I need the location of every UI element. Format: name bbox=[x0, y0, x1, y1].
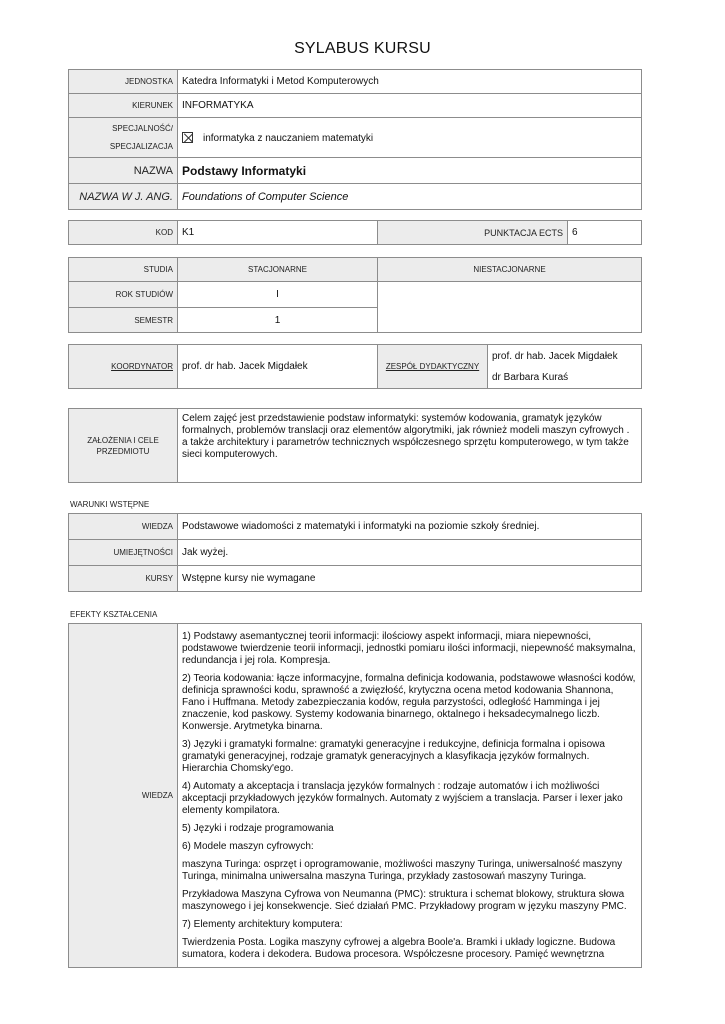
goals-table bbox=[68, 408, 642, 483]
kod-label: KOD bbox=[69, 221, 178, 245]
goals-label-line-1: ZAŁOŻENIA I CELE bbox=[87, 435, 159, 445]
prerequisites-title: WARUNKI WSTĘPNE bbox=[70, 500, 150, 509]
effects-item-6a: maszyna Turinga: osprzęt i oprogramowanie, możliwości maszyny Turinga, uniwersalność maszyny Turinga, minimalna uniwersalna maszyna Turinga, przykłady zastosowań maszyny Turinga. bbox=[182, 859, 623, 882]
nazwa-value: Podstawy Informatyki bbox=[178, 158, 642, 184]
semestr-label: SEMESTR bbox=[69, 308, 178, 333]
goals-text: Celem zajęć jest przedstawienie podstaw informatyki: systemów kodowania, gramatyk języków formalnych, problemów translacji oraz elementów algorytmiki, jak również modeli maszyn cyfrowych . a także architektury i parametrów technicznych współczesnego sprzętu komputerowego, w tym także sieci komputerowych. bbox=[178, 409, 642, 483]
prereq-umiejetnosci-value: Jak wyżej. bbox=[178, 540, 642, 566]
prereq-kursy-label: KURSY bbox=[69, 566, 178, 592]
prereq-wiedza-value: Podstawowe wiadomości z matematyki i informatyki na poziomie szkoły średniej. bbox=[178, 514, 642, 540]
zespol-member-2: dr Barbara Kuraś bbox=[492, 371, 569, 383]
koordynator-value: prof. dr hab. Jacek Migdałek bbox=[178, 345, 378, 389]
code-table bbox=[68, 220, 642, 245]
effects-item-7: 7) Elementy architektury komputera: bbox=[182, 919, 343, 930]
prereq-umiejetnosci-label: UMIEJĘTNOŚCI bbox=[69, 540, 178, 566]
effects-item-5: 5) Języki i rodzaje programowania bbox=[182, 823, 334, 834]
study-table bbox=[68, 257, 642, 333]
effects-item-2: 2) Teoria kodowania: łącze informacyjne, formalna definicja kodowania, podstawowe własności kodów, definicja sprawności kodu, sprawność a zwięzłość, krytyczna ocena metod kodowania Shannona, Fano i Huffmana. Metody zabezpieczania kodów, reguła parzystości, odległość Hamminga i jej znaczenie, kod paskowy. Systemy kodowania binarnego, oktalnego i heksadecymalnego liczb. Konwersje. Arytmetyka binarna. bbox=[182, 673, 636, 732]
ects-label: PUNKTACJA ECTS bbox=[378, 221, 568, 245]
specjalnosc-value: informatyka z nauczaniem matematyki bbox=[203, 132, 374, 144]
zespol-value bbox=[488, 345, 642, 389]
prereq-wiedza-label: WIEDZA bbox=[69, 514, 178, 540]
semestr-value: 1 bbox=[178, 308, 378, 333]
effects-table bbox=[68, 623, 642, 968]
rok-value: I bbox=[178, 282, 378, 308]
effects-item-6b: Przykładowa Maszyna Cyfrowa von Neumanna (PMC): struktura i schemat blokowy, struktura słowa maszynowego i jej konsekwencje. Sieć działań PMC. Przykładowy program w języku maszyny PMC. bbox=[182, 889, 627, 912]
rok-label: ROK STUDIÓW bbox=[69, 282, 178, 308]
effects-title: EFEKTY KSZTAŁCENIA bbox=[70, 610, 158, 619]
kod-value: K1 bbox=[178, 221, 378, 245]
ects-value: 6 bbox=[568, 221, 642, 245]
goals-label bbox=[69, 409, 178, 483]
nazwa-ang-label: NAZWA W J. ANG. bbox=[69, 184, 178, 210]
niestacjonarne-empty-cell bbox=[378, 282, 642, 333]
effects-item-1: 1) Podstawy asemantycznej teorii informacji: ilościowy aspekt informacji, miara niepewności, podstawowe twierdzenie teorii informacji, jednostki pomiaru ilości informacji, niepewność maksymalna, redundancja i jej rola. Kompresja. bbox=[182, 631, 636, 666]
stacjonarne-header: STACJONARNE bbox=[178, 258, 378, 282]
specjalnosc-label bbox=[69, 118, 178, 158]
effects-item-3: 3) Języki i gramatyki formalne: gramatyki generacyjne i redukcyjne, definicja formalna i opisowa gramatyki generacyjnej, rodzaje gramatyk generacyjnych a klasyfikacja języków formalnych. Hierarchia Chomsky'ego. bbox=[182, 739, 605, 774]
goals-label-line-2: PRZEDMIOTU bbox=[96, 446, 150, 456]
effects-item-4: 4) Automaty a akceptacja i translacja języków formalnych : rodzaje automatów i ich możliwości akceptacji przykładowych języków formalnych. Automaty z wyjściem a translacja. Parser i lexer jako elementy kompilatora. bbox=[182, 781, 623, 816]
page-title: SYLABUS KURSU bbox=[294, 40, 431, 57]
specjalnosc-label-line-1: SPECJALNOŚĆ/ bbox=[112, 123, 173, 133]
koordynator-label-text: KOORDYNATOR bbox=[111, 362, 173, 371]
identity-table bbox=[68, 69, 642, 210]
specjalnosc-cell bbox=[178, 118, 642, 158]
koordynator-label bbox=[69, 345, 178, 389]
staff-table bbox=[68, 344, 642, 389]
nazwa-ang-value: Foundations of Computer Science bbox=[178, 184, 642, 210]
nazwa-label: NAZWA bbox=[69, 158, 178, 184]
effects-content bbox=[178, 624, 642, 968]
effects-item-7a: Twierdzenia Posta. Logika maszyny cyfrowej a algebra Boole'a. Bramki i układy logiczne. Budowa sumatora, kodera i dekodera. Budowa procesora. Współczesne procesory. Pamięć wewnętrzna bbox=[182, 937, 616, 960]
prereq-kursy-value: Wstępne kursy nie wymagane bbox=[178, 566, 642, 592]
zespol-member-1: prof. dr hab. Jacek Migdałek bbox=[492, 350, 618, 362]
prerequisites-table bbox=[68, 513, 642, 592]
niestacjonarne-header: NIESTACJONARNE bbox=[378, 258, 642, 282]
kierunek-value: INFORMATYKA bbox=[178, 94, 642, 118]
jednostka-label: JEDNOSTKA bbox=[69, 70, 178, 94]
studia-label: STUDIA bbox=[69, 258, 178, 282]
kierunek-label: KIERUNEK bbox=[69, 94, 178, 118]
zespol-label-text: ZESPÓŁ DYDAKTYCZNY bbox=[385, 362, 480, 371]
specjalnosc-label-line-2: SPECJALIZACJA bbox=[109, 141, 173, 151]
checked-box-icon bbox=[182, 132, 193, 143]
effects-item-6: 6) Modele maszyn cyfrowych: bbox=[182, 841, 314, 852]
jednostka-value: Katedra Informatyki i Metod Komputerowych bbox=[178, 70, 642, 94]
zespol-label bbox=[378, 345, 488, 389]
effects-wiedza-label: WIEDZA bbox=[69, 624, 178, 968]
